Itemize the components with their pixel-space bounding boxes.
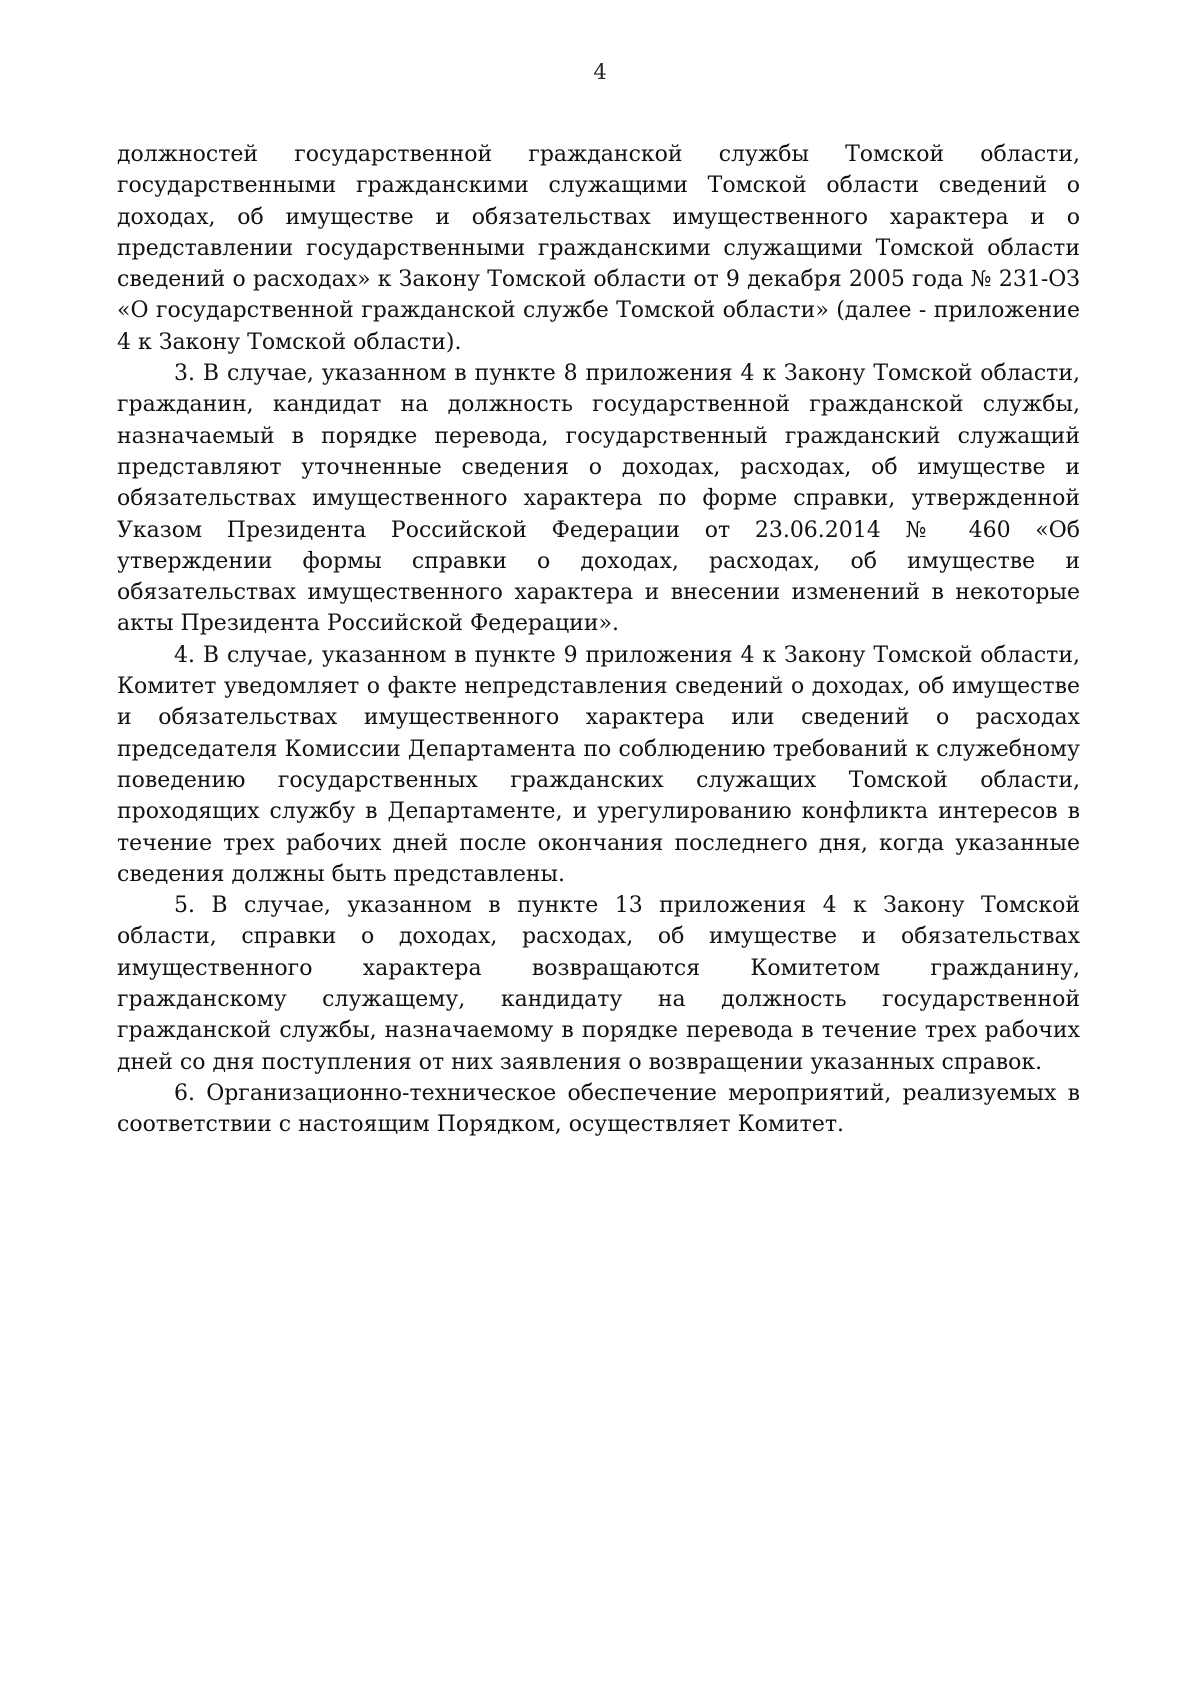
paragraph-item-6: 6. Организационно-техническое обеспечение мероприятий, реализуемых в соответствии с настоящим Порядком, осуществляет Комитет. — [117, 1080, 1080, 1138]
document-body — [117, 139, 1080, 1141]
paragraph-item-3: 3. В случае, указанном в пункте 8 приложения 4 к Закону Томской области, гражданин, кандидат на должность государственной гражданской службы, назначаемый в порядке перевода, государственный гражданский служащий представляют уточненные сведения о доходах, расходах, об имуществе и обязательствах имущественного характера по форме справки, утвержденной Указом Президента Российской Федерации от 23.06.2014 № 460 «Об утверждении формы справки о доходах, расходах, об имуществе и обязательствах имущественного характера и внесении изменений в некоторые акты Президента Российской Федерации». — [117, 361, 1080, 637]
page-number: 4 — [593, 60, 607, 84]
paragraph-continuation: должностей государственной гражданской службы Томской области, государственными гражданскими служащими Томской области сведений о доходах, об имуществе и обязательствах имущественного характера и о представлении государственными гражданскими служащими Томской области сведений о расходах» к Закону Томской области от 9 декабря 2005 года № 231-ОЗ «О государственной гражданской службе Томской области» (далее - приложение 4 к Закону Томской области). — [117, 142, 1080, 355]
paragraph-item-4: 4. В случае, указанном в пункте 9 приложения 4 к Закону Томской области, Комитет уведомляет о факте непредставления сведений о доходах, об имуществе и обязательствах имущественного характера или сведений о расходах председателя Комиссии Департамента по соблюдению требований к служебному поведению государственных гражданских служащих Томской области, проходящих службу в Департаменте, и урегулированию конфликта интересов в течение трех рабочих дней после окончания последнего дня, когда указанные сведения должны быть представлены. — [117, 642, 1080, 887]
paragraph-item-5: 5. В случае, указанном в пункте 13 приложения 4 к Закону Томской области, справки о доходах, расходах, об имуществе и обязательствах имущественного характера возвращаются Комитетом гражданину, гражданскому служащему, кандидату на должность государственной гражданской службы, назначаемому в порядке перевода в течение трех рабочих дней со дня поступления от них заявления о возвращении указанных справок. — [117, 893, 1080, 1075]
